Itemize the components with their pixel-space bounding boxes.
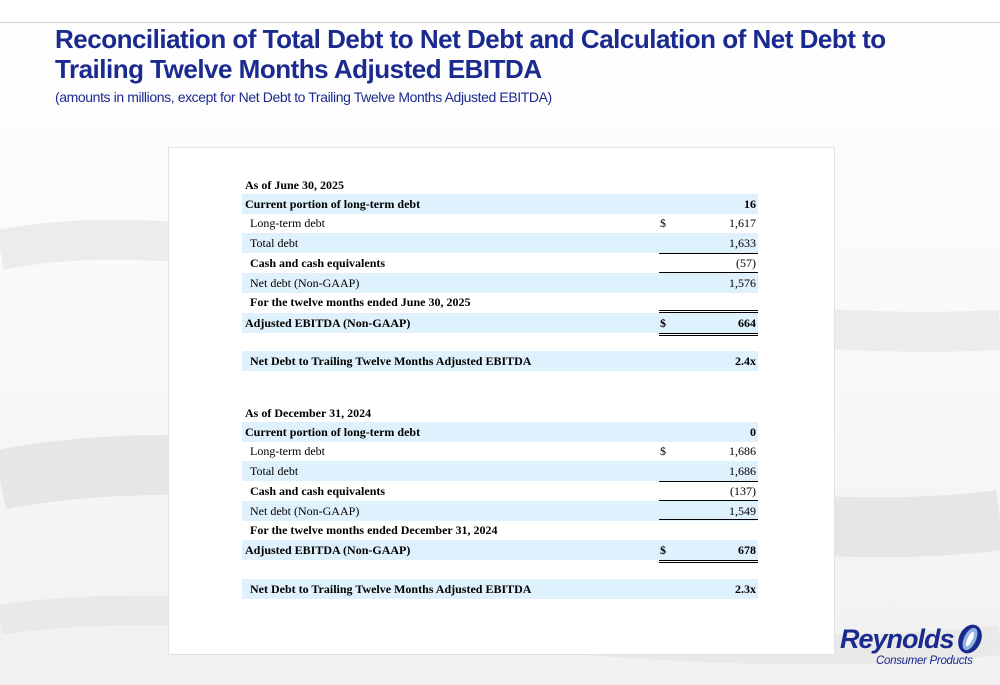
section1-long-term-row	[242, 213, 758, 233]
current-portion-value: 0	[750, 425, 756, 439]
cash-label: Cash and cash equivalents	[250, 256, 386, 270]
ebitda-double-underline-bottom	[659, 562, 758, 563]
cash-value: (57)	[736, 256, 756, 270]
page-subtitle: (amounts in millions, except for Net Debt to Trailing Twelve Months Adjusted EBITDA)	[55, 89, 552, 105]
section1-ebitda-row	[242, 313, 758, 333]
ebitda-label: Adjusted EBITDA (Non-GAAP)	[245, 543, 411, 557]
logo-tagline: Consumer Products	[876, 655, 973, 667]
cash-label: Cash and cash equivalents	[250, 484, 386, 498]
long-term-dollar: $	[660, 444, 666, 458]
period-label: For the twelve months ended June 30, 2025	[250, 295, 471, 309]
section2-long-term-row	[242, 441, 758, 461]
page-title: Reconciliation of Total Debt to Net Debt and Calculation of Net Debt to Trailing Twelve Months Adjusted EBITDA	[55, 24, 886, 84]
ratio-value: 2.4x	[735, 354, 756, 368]
ebitda-value: 664	[738, 316, 756, 330]
ebitda-double-underline-top	[659, 333, 758, 334]
ebitda-dollar: $	[660, 543, 666, 557]
section1-net-debt-row	[242, 273, 758, 293]
section2-cash-row	[242, 481, 758, 501]
total-debt-value: 1,633	[729, 236, 756, 250]
section1-current-portion-row	[242, 194, 758, 214]
cash-value: (137)	[730, 484, 756, 498]
section1-total-debt-row	[242, 233, 758, 253]
ratio-label: Net Debt to Trailing Twelve Months Adjusted EBITDA	[250, 354, 532, 368]
section1-ratio-row	[242, 351, 758, 371]
reynolds-swirl-icon	[955, 622, 985, 656]
ebitda-dollar: $	[660, 316, 666, 330]
long-term-value: 1,617	[729, 216, 756, 230]
section2-current-portion-row	[242, 422, 758, 442]
total-debt-value: 1,686	[729, 464, 756, 478]
section2-total-debt-row	[242, 461, 758, 481]
ebitda-label: Adjusted EBITDA (Non-GAAP)	[245, 316, 411, 330]
current-portion-label: Current portion of long-term debt	[245, 197, 421, 211]
reynolds-logo	[838, 622, 993, 672]
net-debt-value: 1,576	[729, 276, 756, 290]
long-term-dollar: $	[660, 216, 666, 230]
total-debt-label: Total debt	[250, 464, 299, 478]
net-debt-value: 1,549	[729, 504, 756, 518]
section2-heading-row	[242, 403, 758, 423]
period-label: For the twelve months ended December 31, 2024	[250, 523, 498, 537]
current-portion-label: Current portion of long-term debt	[245, 425, 421, 439]
net-debt-double-underline-top	[659, 310, 758, 311]
section2-ebitda-row	[242, 540, 758, 560]
section2-net-debt-row	[242, 501, 758, 521]
total-debt-label: Total debt	[250, 236, 299, 250]
long-term-label: Long-term debt	[250, 444, 325, 458]
section1-heading: As of June 30, 2025	[245, 178, 345, 192]
section1-cash-row	[242, 253, 758, 273]
long-term-label: Long-term debt	[250, 216, 325, 230]
net-debt-label: Net debt (Non-GAAP)	[250, 276, 360, 290]
long-term-value: 1,686	[729, 444, 756, 458]
logo-wordmark: Reynolds	[840, 624, 954, 654]
ratio-value: 2.3x	[735, 582, 756, 596]
section2-heading: As of December 31, 2024	[245, 406, 372, 420]
section2-ratio-row	[242, 579, 758, 599]
current-portion-value: 16	[744, 197, 756, 211]
section2-period-row	[242, 520, 758, 540]
ratio-label: Net Debt to Trailing Twelve Months Adjusted EBITDA	[250, 582, 532, 596]
section1-heading-row	[242, 175, 758, 195]
net-debt-label: Net debt (Non-GAAP)	[250, 504, 360, 518]
ebitda-double-underline-bottom	[659, 335, 758, 336]
ebitda-value: 678	[738, 543, 756, 557]
section1-period-row	[242, 292, 758, 312]
ebitda-double-underline-top	[659, 560, 758, 561]
